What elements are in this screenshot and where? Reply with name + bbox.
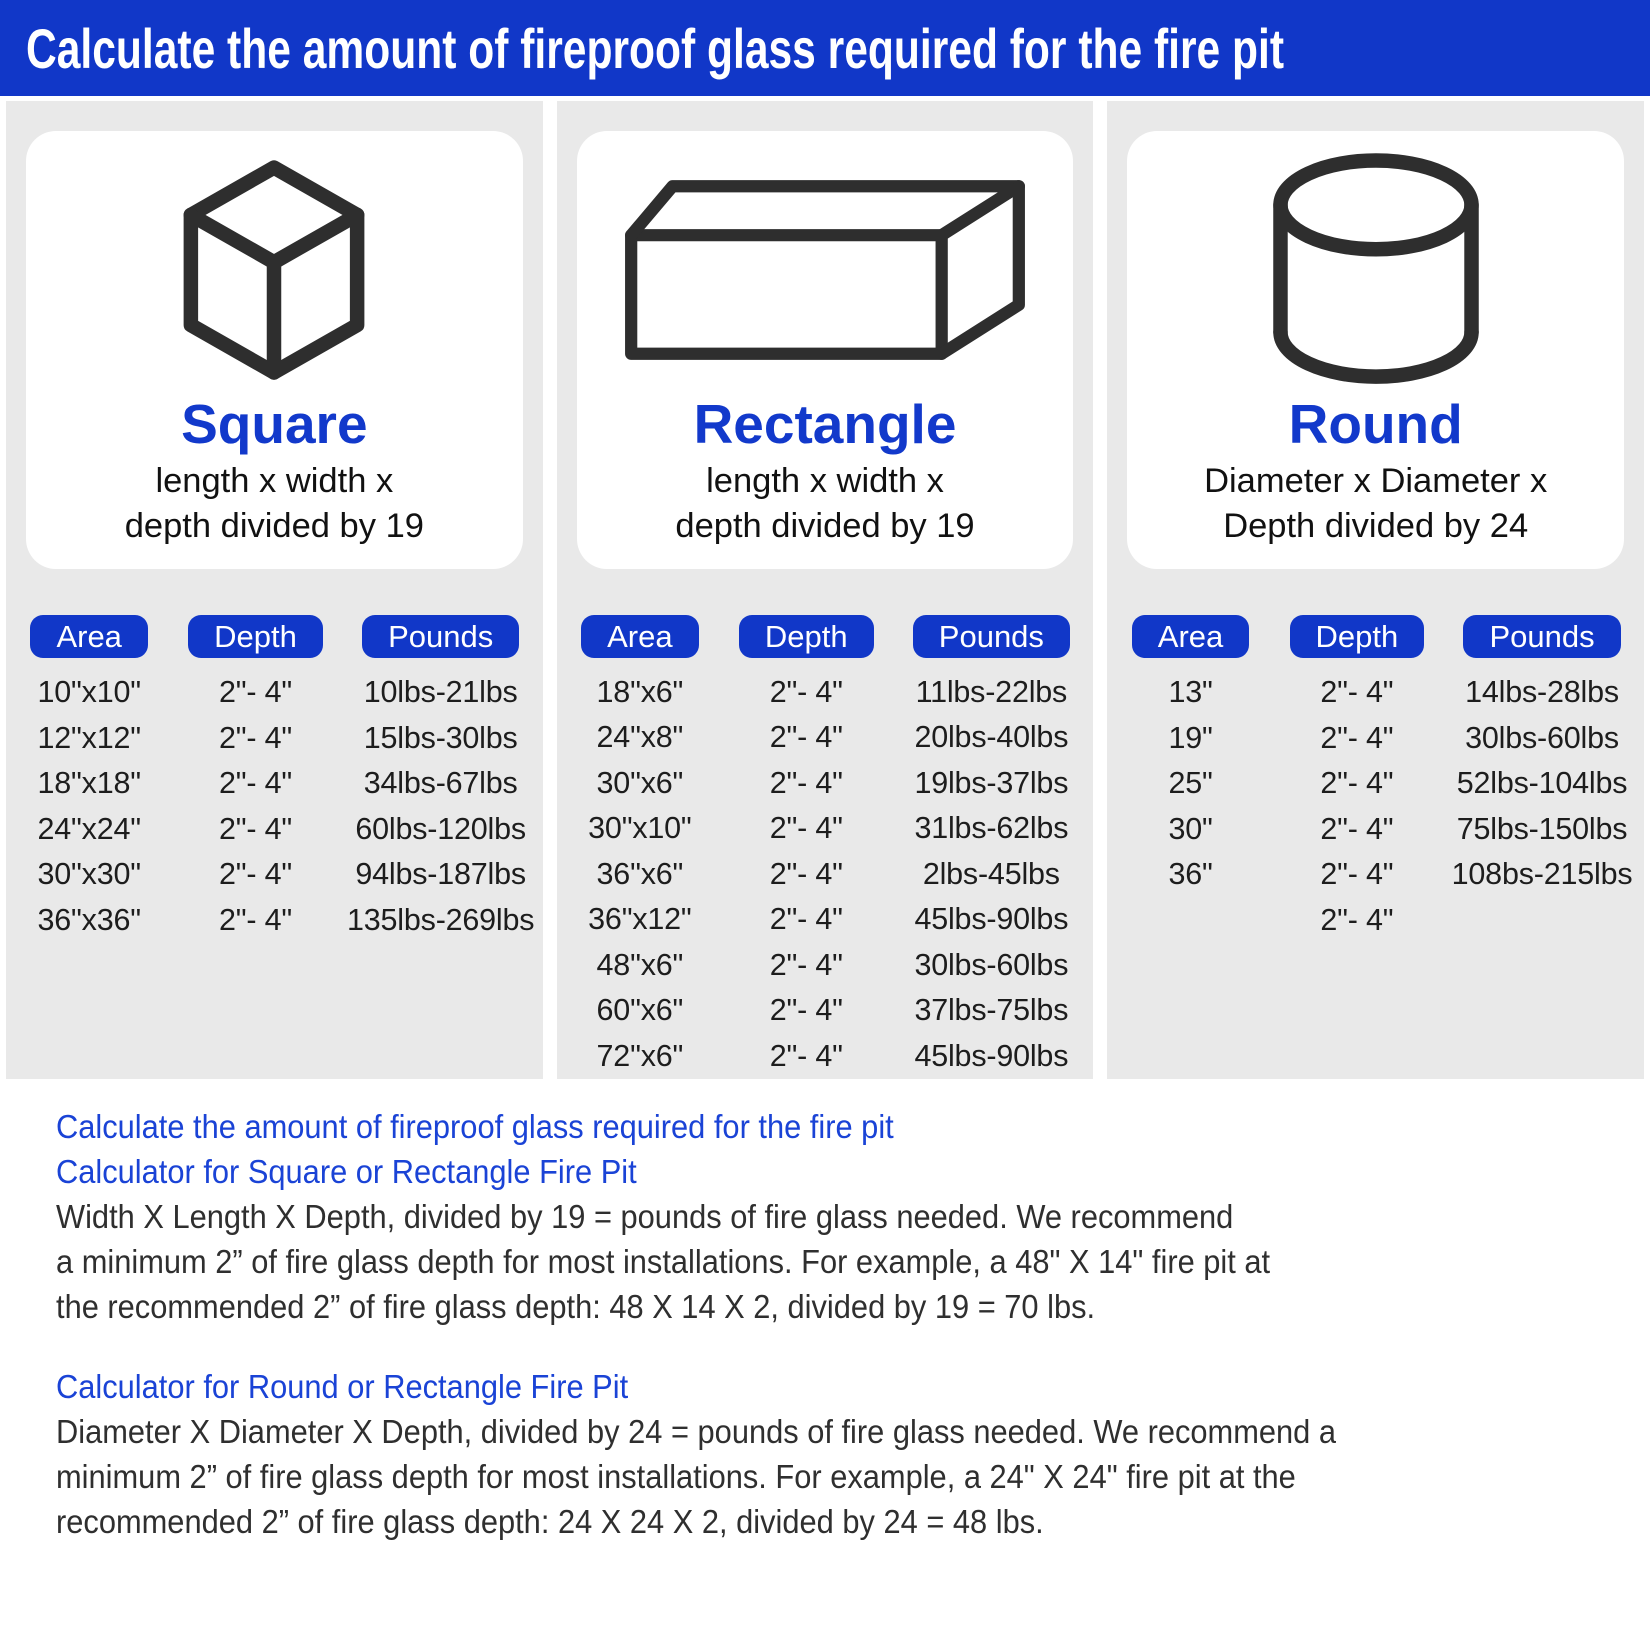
table-row — [557, 761, 1094, 807]
table-cell-area: 36"x36" — [37, 902, 141, 937]
table-body — [557, 670, 1094, 1080]
table-cell-pounds: 45lbs-90lbs — [914, 902, 1069, 937]
table-cell-area: 60"x6" — [596, 993, 684, 1028]
table-cell-area: 24"x24" — [37, 811, 141, 846]
table-cell-depth: 2"- 4" — [219, 811, 293, 846]
table-cell-depth: 2"- 4" — [219, 766, 293, 801]
shape-title: Round — [1288, 393, 1463, 455]
table-cell-pounds: 30lbs-60lbs — [914, 947, 1069, 982]
table-cell-depth: 2"- 4" — [219, 857, 293, 892]
table-row — [6, 670, 543, 716]
table-cell-area: 36"x12" — [588, 902, 692, 937]
table-body — [1107, 670, 1644, 943]
section1-body-line: a minimum 2” of fire glass depth for most installations. For example, a 48" X 14" fire pit at — [56, 1244, 1271, 1281]
table-cell-pounds: 31lbs-62lbs — [914, 811, 1069, 846]
footer-intro: Calculate the amount of fireproof glass required for the fire pit — [56, 1109, 894, 1146]
table-cell-depth: 2"- 4" — [1320, 811, 1394, 846]
section2-title: Calculator for Round or Rectangle Fire Pit — [56, 1369, 629, 1406]
table-cell-area: 18"x6" — [596, 674, 684, 709]
page-title: Calculate the amount of fireproof glass required for the fire pit — [26, 16, 1285, 80]
column-header-depth: Depth — [188, 615, 323, 658]
table-cell-depth: 2"- 4" — [769, 811, 843, 846]
shape-card-round — [1127, 131, 1624, 569]
footer-text — [0, 1079, 1650, 1545]
table-cell-depth: 2"- 4" — [769, 674, 843, 709]
table-cell-depth: 2"- 4" — [1320, 902, 1394, 937]
table-cell-depth: 2"- 4" — [219, 902, 293, 937]
table-header-row — [1107, 615, 1644, 658]
table-cell-pounds: 10lbs-21lbs — [363, 675, 518, 710]
table-cell-area: 36"x6" — [596, 856, 684, 891]
rectangular-box-icon — [618, 149, 1032, 391]
panel-square — [6, 101, 543, 1079]
formula-line-1: length x width x — [155, 462, 394, 500]
glass-table-square — [6, 615, 543, 943]
table-cell-area: 72"x6" — [596, 1038, 684, 1073]
table-cell-depth: 2"- 4" — [769, 1038, 843, 1073]
table-cell-area: 25" — [1168, 766, 1213, 801]
formula-line-2: Depth divided by 24 — [1223, 507, 1529, 545]
table-cell-area: 36" — [1168, 857, 1213, 892]
table-cell-area: 24"x8" — [596, 720, 684, 755]
column-header-area: Area — [30, 615, 147, 658]
formula-line-2: depth divided by 19 — [124, 507, 424, 545]
table-cell-depth: 2"- 4" — [1320, 675, 1394, 710]
header-banner — [0, 0, 1650, 96]
shape-panels — [6, 101, 1644, 1079]
table-row — [6, 852, 543, 898]
table-cell-depth: 2"- 4" — [769, 720, 843, 755]
section1-title: Calculator for Square or Rectangle Fire Pit — [56, 1154, 637, 1191]
table-cell-pounds: 135lbs-269lbs — [347, 902, 535, 937]
shape-title: Rectangle — [693, 393, 957, 455]
table-cell-depth: 2"- 4" — [769, 993, 843, 1028]
table-cell-depth: 2"- 4" — [769, 765, 843, 800]
section2-body-line: Diameter X Diameter X Depth, divided by 24 = pounds of fire glass needed. We recommend a — [56, 1414, 1336, 1451]
table-cell-pounds: 45lbs-90lbs — [914, 1038, 1069, 1073]
table-cell-pounds: 108bs-215lbs — [1451, 857, 1633, 892]
section1-body-line: Width X Length X Depth, divided by 19 = pounds of fire glass needed. We recommend — [56, 1199, 1234, 1236]
shape-card-square — [26, 131, 523, 569]
section1-body-line: the recommended 2” of fire glass depth: 48 X 14 X 2, divided by 19 = 70 lbs. — [56, 1289, 1096, 1326]
table-cell-area: 30"x6" — [596, 765, 684, 800]
table-row — [1107, 761, 1644, 807]
table-row — [557, 852, 1094, 898]
table-cell-area: 19" — [1168, 720, 1213, 755]
table-cell-pounds: 30lbs-60lbs — [1465, 720, 1619, 755]
shape-title: Square — [181, 393, 368, 455]
panel-round — [1107, 101, 1644, 1079]
cylinder-icon — [1265, 149, 1487, 391]
table-row — [557, 988, 1094, 1034]
table-row — [1107, 716, 1644, 762]
table-row — [6, 761, 543, 807]
cube-icon — [163, 149, 385, 391]
table-row — [1107, 898, 1644, 944]
table-row — [1107, 852, 1644, 898]
table-cell-pounds: 37lbs-75lbs — [914, 993, 1069, 1028]
table-cell-pounds: 75lbs-150lbs — [1456, 811, 1628, 846]
formula-line-1: Diameter x Diameter x — [1204, 462, 1548, 500]
shape-card-rectangle — [577, 131, 1074, 569]
table-row — [557, 943, 1094, 989]
table-header-row — [6, 615, 543, 658]
glass-table-rectangle — [557, 615, 1094, 1080]
column-header-area: Area — [581, 615, 698, 658]
table-cell-pounds: 14lbs-28lbs — [1465, 675, 1619, 710]
table-cell-pounds: 2lbs-45lbs — [922, 856, 1060, 891]
table-cell-depth: 2"- 4" — [769, 902, 843, 937]
table-row — [1107, 807, 1644, 853]
table-cell-area: 30" — [1168, 811, 1213, 846]
section2-body-line: recommended 2” of fire glass depth: 24 X 24 X 2, divided by 24 = 48 lbs. — [56, 1504, 1044, 1541]
table-cell-depth: 2"- 4" — [1320, 857, 1394, 892]
table-row — [1107, 670, 1644, 716]
table-cell-depth: 2"- 4" — [1320, 720, 1394, 755]
table-row — [557, 806, 1094, 852]
table-row — [557, 1034, 1094, 1080]
table-row — [6, 898, 543, 944]
table-cell-pounds: 19lbs-37lbs — [914, 765, 1069, 800]
table-row — [6, 807, 543, 853]
table-cell-area: 30"x10" — [588, 811, 692, 846]
table-row — [557, 715, 1094, 761]
table-cell-pounds: 34lbs-67lbs — [363, 766, 518, 801]
table-cell-depth: 2"- 4" — [769, 947, 843, 982]
panel-rectangle — [557, 101, 1094, 1079]
table-cell-depth: 2"- 4" — [769, 856, 843, 891]
formula-line-2: depth divided by 19 — [675, 507, 975, 545]
shape-formula — [675, 459, 974, 549]
table-header-row — [557, 615, 1094, 658]
shape-formula — [1204, 459, 1547, 549]
column-header-depth: Depth — [739, 615, 874, 658]
table-cell-pounds: 94lbs-187lbs — [355, 857, 526, 892]
table-cell-area: 48"x6" — [596, 947, 684, 982]
formula-line-1: length x width x — [706, 462, 944, 500]
table-cell-depth: 2"- 4" — [1320, 766, 1394, 801]
glass-table-round — [1107, 615, 1644, 943]
column-header-pounds: Pounds — [362, 615, 519, 658]
table-row — [6, 716, 543, 762]
table-cell-pounds: 20lbs-40lbs — [914, 720, 1069, 755]
table-cell-pounds: 11lbs-22lbs — [915, 674, 1068, 709]
table-cell-depth: 2"- 4" — [219, 675, 293, 710]
table-cell-depth: 2"- 4" — [219, 720, 293, 755]
table-row — [557, 897, 1094, 943]
column-header-pounds: Pounds — [913, 615, 1070, 658]
section2-body-line: minimum 2” of fire glass depth for most installations. For example, a 24" X 24" fire pit at the — [56, 1459, 1296, 1496]
column-header-pounds: Pounds — [1463, 615, 1620, 658]
table-cell-area: 30"x30" — [37, 857, 141, 892]
table-cell-pounds: 52lbs-104lbs — [1456, 766, 1628, 801]
shape-formula — [125, 459, 424, 549]
table-cell-area: 12"x12" — [37, 720, 141, 755]
table-cell-pounds: 60lbs-120lbs — [355, 811, 526, 846]
table-row — [557, 670, 1094, 716]
table-cell-area: 10"x10" — [37, 675, 141, 710]
table-cell-area: 13" — [1168, 675, 1213, 710]
table-body — [6, 670, 543, 943]
table-cell-area: 18"x18" — [37, 766, 141, 801]
table-cell-pounds: 15lbs-30lbs — [363, 720, 518, 755]
column-header-depth: Depth — [1290, 615, 1425, 658]
column-header-area: Area — [1132, 615, 1249, 658]
